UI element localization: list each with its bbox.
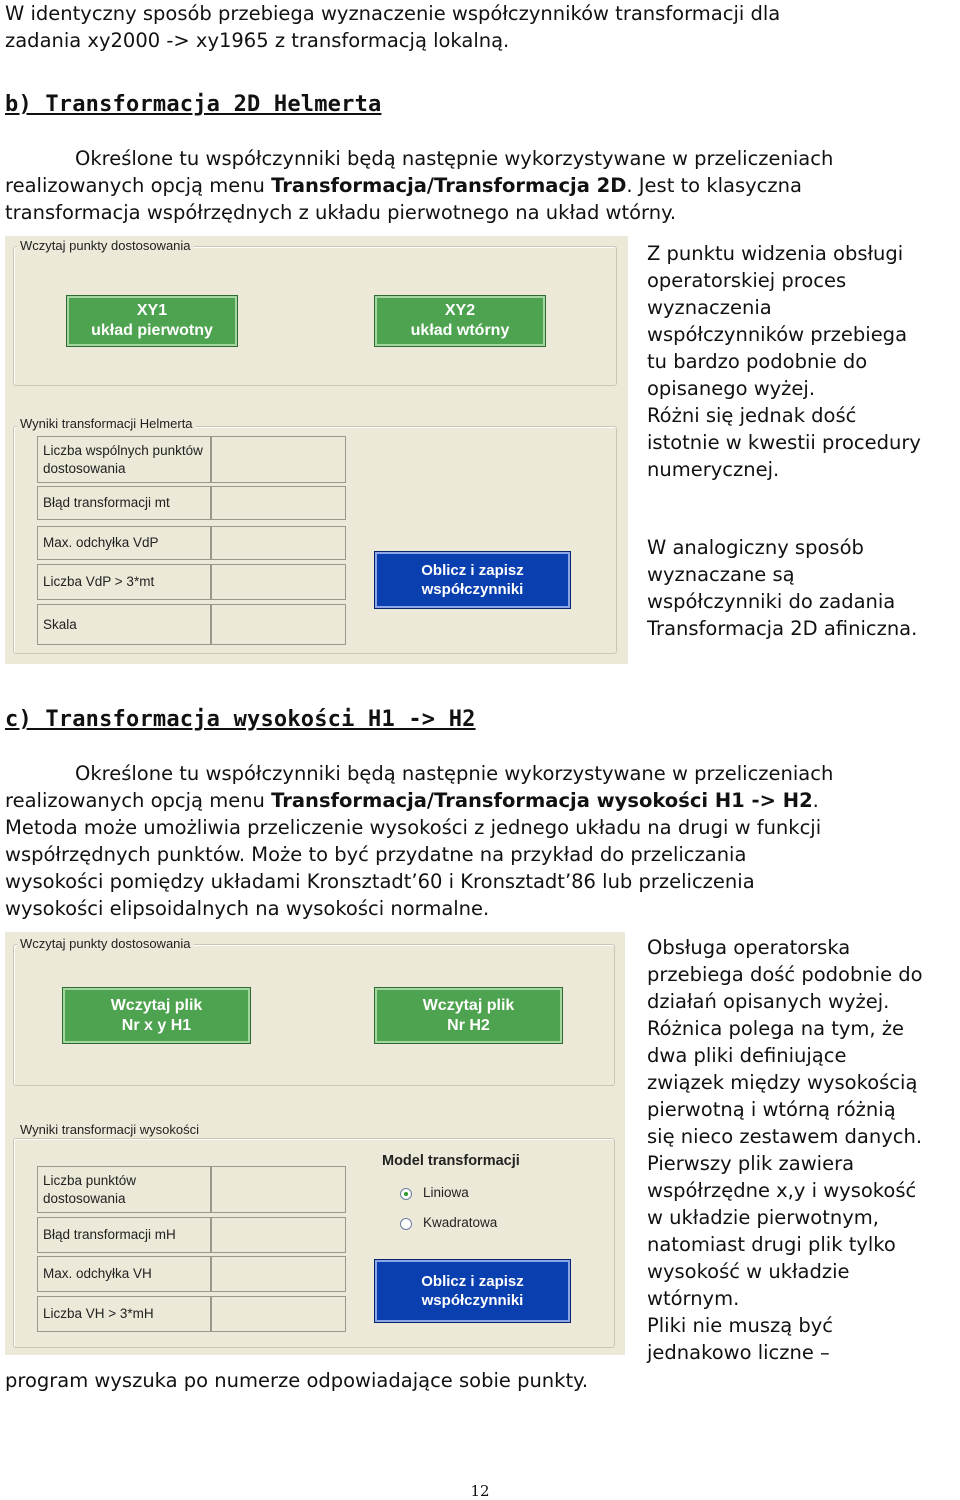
scale-value [211, 604, 346, 645]
side-line: wysokość w układzie [647, 1260, 850, 1283]
scale-label: Skala [37, 604, 211, 645]
count-vh-label: Liczba VH > 3*mH [37, 1296, 211, 1332]
side-line: wyznaczenia [647, 296, 772, 319]
side-line: Z punktu widzenia obsługi [647, 242, 904, 265]
section-c-line-1: Określone tu współczynniki będą następnie wykorzystywane w przeliczeniach [75, 762, 834, 785]
side-line: operatorskiej proces [647, 269, 847, 292]
side-line: współczynniki do zadania [647, 590, 896, 613]
side-line: wyznaczane są [647, 563, 795, 586]
max-deviation-label: Max. odchyłka VdP [37, 526, 211, 560]
section-b-line-1: Określone tu współczynniki będą następnie wykorzystywane w przeliczeniach [75, 147, 834, 170]
model-title: Model transformacji [382, 1153, 520, 1169]
count-vh-value [211, 1296, 346, 1332]
xy1-sublabel: układ pierwotny [91, 322, 213, 339]
load-points-group-title: Wczytaj punkty dostosowania [17, 238, 194, 253]
side-line: pierwotną i wtórną różnią [647, 1098, 896, 1121]
height-error-value [211, 1217, 346, 1253]
section-b-line-2-pre: realizowanych opcją menu [5, 174, 272, 197]
section-c-line-2-pre: realizowanych opcją menu [5, 789, 272, 812]
section-b-line-3: transformacja współrzędnych z układu pierwotnego na układ wtórny. [5, 201, 677, 224]
side-line: numerycznej. [647, 458, 780, 481]
side-line: dwa pliki definiujące [647, 1044, 847, 1067]
transform-error-value [211, 486, 346, 520]
side-line: tu bardzo podobnie do [647, 350, 868, 373]
intro-line-1: W identyczny sposób przebiega wyznaczenie współczynników transformacji dla [5, 2, 781, 25]
menu-path-2d: Transformacja/Transformacja 2D [271, 174, 627, 197]
section-c-heading: c) Transformacja wysokości H1 -> H2 [5, 707, 476, 732]
section-b-side-text-2 [647, 534, 917, 642]
max-vh-label: Max. odchyłka VH [37, 1256, 211, 1292]
helmert-panel [5, 236, 628, 664]
menu-path-height: Transformacja/Transformacja wysokości H1 -> H2 [271, 789, 813, 812]
xy2-label: XY2 [444, 302, 476, 319]
side-line: współczynników przebiega [647, 323, 908, 346]
height-transform-panel [5, 932, 625, 1355]
section-c-final-line: program wyszuka po numerze odpowiadające sobie punkty. [5, 1369, 589, 1392]
side-line: jednakowo liczne – [647, 1341, 830, 1364]
calculate-label-c: Oblicz i zapisz [421, 1273, 524, 1290]
transform-error-label: Błąd transformacji mt [37, 486, 211, 520]
radio-linear[interactable] [400, 1188, 412, 1200]
side-line: opisanego wyżej. [647, 377, 816, 400]
xy1-label: XY1 [136, 302, 168, 319]
max-vh-value [211, 1256, 346, 1292]
side-line: Różnica polega na tym, że [647, 1017, 905, 1040]
load-h2-sublabel: Nr H2 [447, 1016, 490, 1034]
xy2-sublabel: układ wtórny [410, 322, 510, 339]
count-deviation-label: Liczba VdP > 3*mt [37, 564, 211, 600]
section-c-line-5: wysokości pomiędzy układami Kronsztadt’60 i Kronsztadt’86 lub przeliczenia [5, 870, 755, 893]
side-line: się nieco zestawem danych. [647, 1125, 923, 1148]
load-h1-label: Wczytaj plik [110, 996, 203, 1014]
xy1-primary-button[interactable] [67, 296, 237, 346]
side-line: związek między wysokością [647, 1071, 918, 1094]
section-c-line-2-post: . [812, 789, 819, 812]
side-line: w układzie pierwotnym, [647, 1206, 879, 1229]
helmert-results-group-title: Wyniki transformacji Helmerta [17, 416, 196, 431]
max-deviation-value [211, 526, 346, 560]
calculate-save-button[interactable] [375, 552, 570, 608]
section-c-line-3: Metoda może umożliwia przeliczenie wysokości z jednego układu na drugi w funkcji [5, 816, 822, 839]
radio-quadratic-label[interactable]: Kwadratowa [423, 1215, 498, 1230]
calculate-sublabel-c: współczynniki [421, 1292, 524, 1309]
radio-quadratic[interactable] [400, 1218, 412, 1230]
side-line: Transformacja 2D afiniczna. [647, 617, 918, 640]
count-deviation-value [211, 564, 346, 600]
xy2-secondary-button[interactable] [375, 296, 545, 346]
load-points-group-c-title: Wczytaj punkty dostosowania [17, 936, 194, 951]
load-h1-sublabel: Nr x y H1 [121, 1016, 192, 1034]
side-line: przebiega dość podobnie do [647, 963, 923, 986]
side-line: Pierwszy plik zawiera [647, 1152, 855, 1175]
section-b-heading: b) Transformacja 2D Helmerta [5, 92, 382, 117]
common-points-value [211, 436, 346, 483]
height-error-label: Błąd transformacji mH [37, 1217, 211, 1253]
load-h2-label: Wczytaj plik [422, 996, 515, 1014]
section-b-line-2-post: . Jest to klasyczna [626, 174, 802, 197]
intro-line-2: zadania xy2000 -> xy1965 z transformacją lokalną. [5, 29, 510, 52]
calculate-save-button-c[interactable] [375, 1260, 570, 1322]
section-b-paragraph [5, 145, 960, 226]
load-file-h1-button[interactable] [63, 988, 250, 1043]
section-c-line-4: współrzędnych punktów. Może to być przydatne na przykład do przeliczania [5, 843, 747, 866]
load-file-h2-button[interactable] [375, 988, 562, 1043]
calculate-sublabel: współczynniki [421, 581, 524, 598]
common-points-label: Liczba wspólnych punktów dostosowania [37, 436, 211, 483]
section-c-paragraph [5, 760, 960, 922]
calculate-label: Oblicz i zapisz [421, 562, 524, 579]
page-number: 12 [470, 1482, 490, 1500]
radio-linear-label[interactable]: Liniowa [423, 1185, 469, 1200]
side-line: Różni się jednak dość [647, 404, 857, 427]
side-line: istotnie w kwestii procedury [647, 431, 921, 454]
points-count-value [211, 1166, 346, 1213]
side-line: działań opisanych wyżej. [647, 990, 890, 1013]
section-c-line-6: wysokości elipsoidalnych na wysokości normalne. [5, 897, 490, 920]
height-results-group-title: Wyniki transformacji wysokości [17, 1122, 202, 1137]
section-b-side-text [647, 240, 921, 483]
side-line: Obsługa operatorska [647, 936, 851, 959]
side-line: Pliki nie muszą być [647, 1314, 834, 1337]
side-line: W analogiczny sposób [647, 536, 864, 559]
side-line: natomiast drugi plik tylko [647, 1233, 896, 1256]
side-line: wtórnym. [647, 1287, 740, 1310]
points-count-label: Liczba punktów dostosowania [37, 1166, 211, 1213]
section-c-side-text [647, 934, 923, 1366]
side-line: współrzędne x,y i wysokość [647, 1179, 917, 1202]
